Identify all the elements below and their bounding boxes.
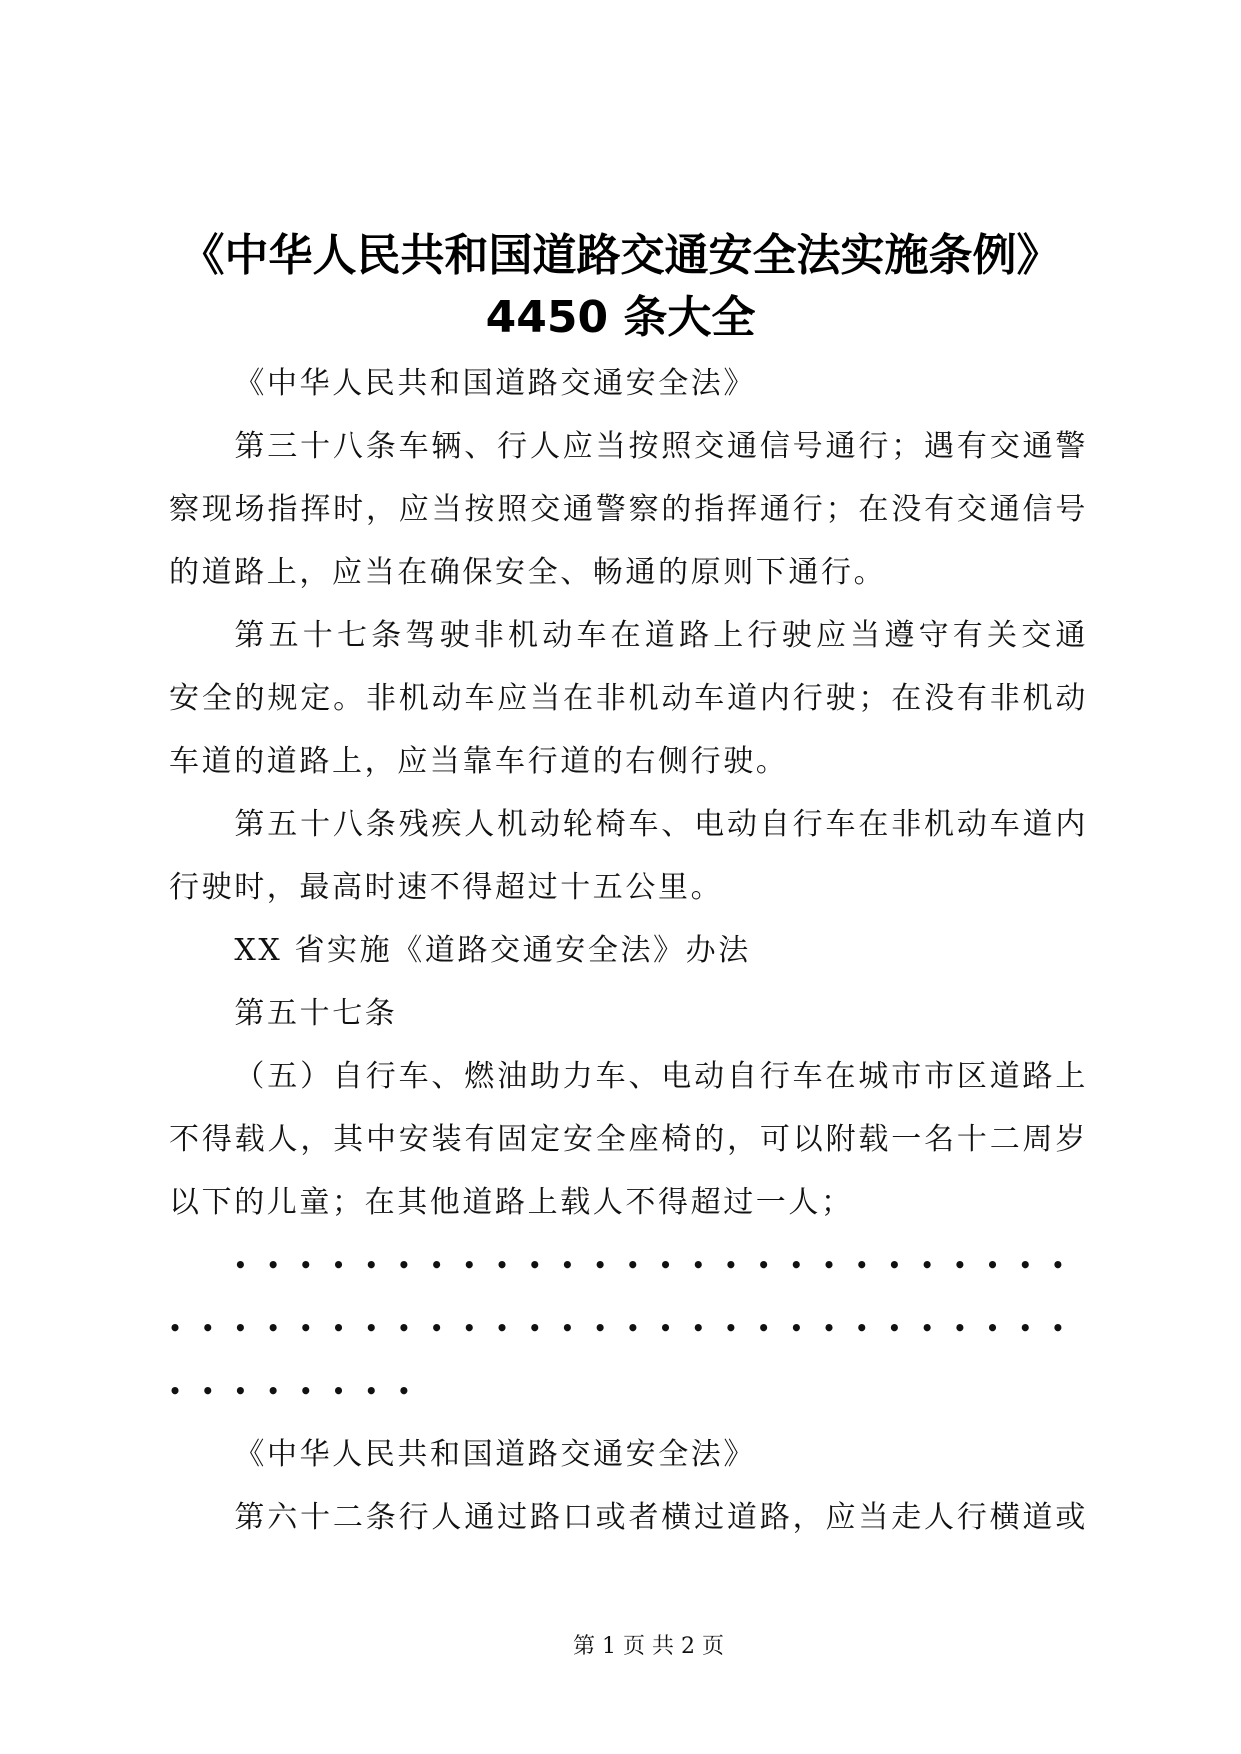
paragraph-line: 第六十二条行人通过路口或者横过道路，应当走人行横道或 <box>234 1500 1088 1535</box>
paragraph-line: 第五十七条驾驶非机动车在道路上行驶应当遵守有关交通 <box>234 618 1088 653</box>
ellipsis-separator <box>169 1234 1088 1423</box>
paragraph-line: 以下的儿童；在其他道路上载人不得超过一人； <box>169 1185 854 1220</box>
document-title-line: 《中华人民共和国道路交通安全法实施条例》 <box>180 230 1061 281</box>
document-subtitle-line: 4450 条大全 <box>485 292 756 343</box>
paragraph-law-heading <box>169 352 1088 415</box>
paragraph-line: 察现场指挥时，应当按照交通警察的指挥通行；在没有交通信号 <box>169 492 1088 527</box>
paragraph-line: 第三十八条车辆、行人应当按照交通信号通行；遇有交通警 <box>234 429 1088 464</box>
page-footer: 第 1 页 共 2 页 <box>573 1634 724 1659</box>
paragraph-provincial-heading <box>169 919 1088 982</box>
paragraph-article-57 <box>169 604 1088 793</box>
paragraph-article-38 <box>169 415 1088 604</box>
document-title <box>0 225 1241 349</box>
paragraph-article-62 <box>169 1486 1088 1549</box>
paragraph-line: 第五十七条 <box>234 996 398 1031</box>
paragraph-line: 行驶时，最高时速不得超过十五公里。 <box>169 870 724 905</box>
paragraph-line: 第五十八条残疾人机动轮椅车、电动自行车在非机动车道内 <box>234 807 1088 842</box>
ellipsis-line: •••••••• <box>169 1379 431 1403</box>
paragraph-line: （五）自行车、燃油助力车、电动自行车在城市市区道路上 <box>234 1059 1088 1094</box>
ellipsis-line: •••••••••••••••••••••••••••• <box>169 1316 1085 1340</box>
paragraph-line: 不得载人，其中安装有固定安全座椅的，可以附载一名十二周岁 <box>169 1122 1088 1157</box>
paragraph-line: 车道的道路上，应当靠车行道的右侧行驶。 <box>169 744 789 779</box>
paragraph-article-heading <box>169 982 1088 1045</box>
paragraph-line: XX 省实施《道路交通安全法》办法 <box>234 933 751 968</box>
paragraph-line: 《中华人民共和国道路交通安全法》 <box>234 1437 756 1472</box>
paragraph-line: 的道路上，应当在确保安全、畅通的原则下通行。 <box>169 555 887 590</box>
ellipsis-line: •••••••••••••••••••••••••• <box>234 1253 1085 1277</box>
paragraph-line: 安全的规定。非机动车应当在非机动车道内行驶；在没有非机动 <box>169 681 1088 716</box>
paragraph-article-58 <box>169 793 1088 919</box>
paragraph-clause-5 <box>169 1045 1088 1234</box>
document-body <box>169 352 1088 1549</box>
paragraph-law-heading <box>169 1423 1088 1486</box>
paragraph-line: 《中华人民共和国道路交通安全法》 <box>234 366 756 401</box>
